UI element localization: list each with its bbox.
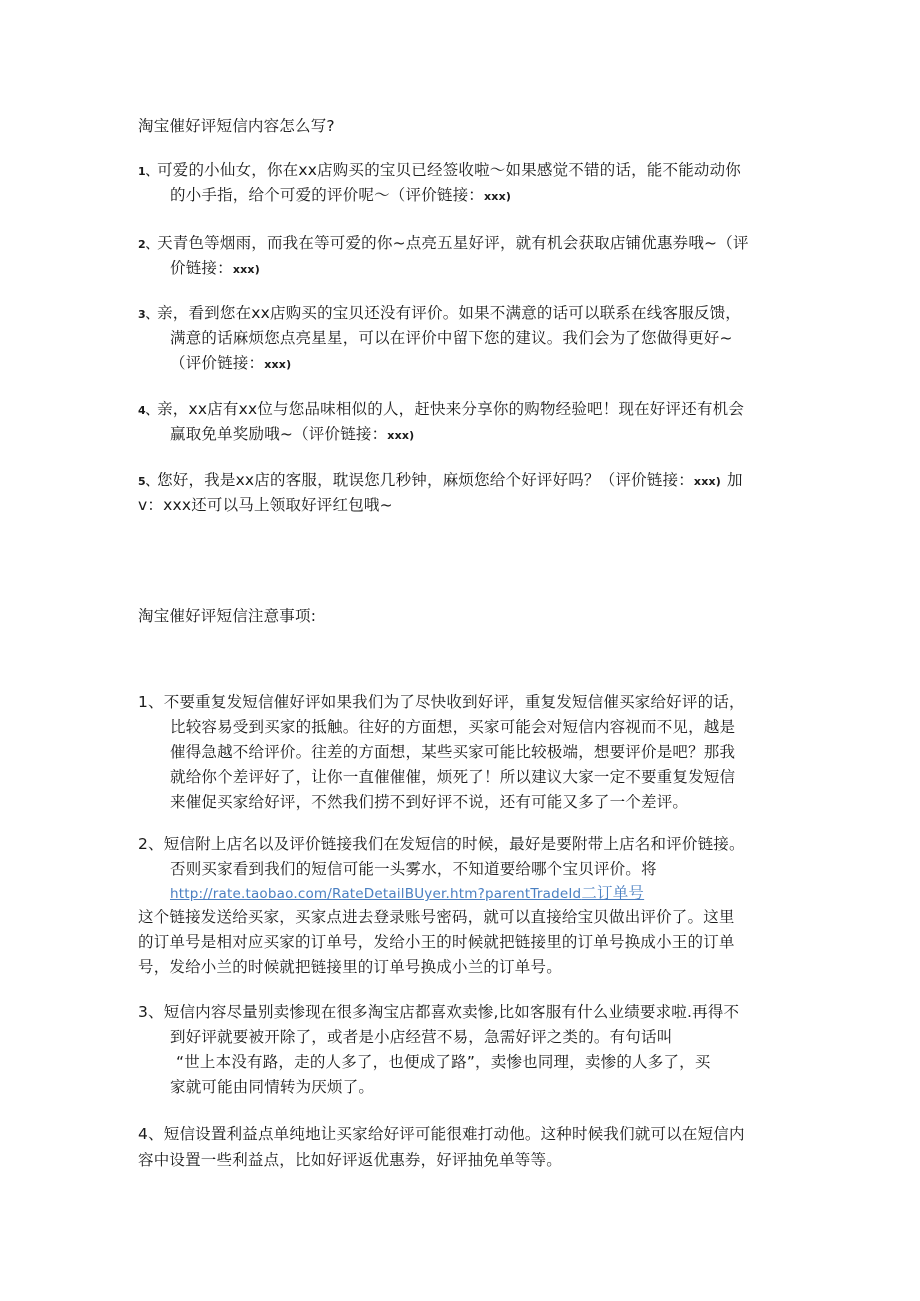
list-item — [138, 690, 745, 714]
list-item-line: v：xxx还可以马上领取好评红包哦~ — [138, 496, 393, 514]
list-item-line: 催得急越不给评价。往差的方面想，某些买家可能比较极端，想要评价是吧？那我 — [170, 743, 736, 761]
link-placeholder: xxx) — [264, 358, 292, 371]
item-number: 3、 — [138, 308, 158, 321]
item-text: 天青色等烟雨，而我在等可爱的你~点亮五星好评，就有机会获取店铺优惠券哦~（评 — [157, 234, 749, 252]
item-text: 可爱的小仙女，你在xx店购买的宝贝已经签收啦〜如果感觉不错的话，能不能动动你 — [157, 161, 742, 179]
link-placeholder: xxx) — [484, 190, 512, 203]
section-title-how-to-write: 淘宝催好评短信内容怎么写? — [138, 117, 335, 135]
item-text: 您好，我是xx店的客服，耽误您几秒钟，麻烦您给个好评好吗？（评价链接： — [157, 471, 694, 489]
rate-link[interactable] — [170, 881, 644, 906]
item-text: 短信附上店名以及评价链接我们在发短信的时候，最好是要附带上店名和评价链接。 — [163, 835, 745, 853]
list-item-line: 否则买家看到我们的短信可能一头雾水，不知道要给哪个宝贝评价。将 — [170, 860, 657, 878]
item-number: 4、 — [138, 1125, 164, 1143]
list-item-line: 的订单号是相对应买家的订单号，发给小王的时候就把链接里的订单号换成小王的订单 — [138, 933, 735, 951]
item-text: （评价链接： — [170, 354, 265, 372]
item-text: 加 — [727, 471, 743, 489]
item-number: 1、 — [138, 165, 158, 178]
section-title-notes: 淘宝催好评短信注意事项: — [138, 607, 317, 625]
list-item-line: 家就可能由同情转为厌烦了。 — [170, 1078, 375, 1096]
list-item-line: 号，发给小兰的时候就把链接里的订单号换成小兰的订单号。 — [138, 958, 562, 976]
list-item-line — [170, 351, 291, 377]
rate-link-suffix[interactable]: 二订单号 — [581, 884, 645, 902]
item-number: 5、 — [138, 475, 158, 488]
list-item-line — [170, 183, 511, 209]
item-text: 亲，看到您在xx店购买的宝贝还没有评价。如果不满意的话可以联系在线客服反馈， — [157, 304, 742, 322]
list-item — [138, 231, 749, 257]
link-placeholder: xxx) — [387, 429, 415, 442]
item-text: 价链接： — [170, 259, 233, 277]
item-number: 4、 — [138, 404, 158, 417]
list-item-line: “世上本没有路，走的人多了，也便成了路”，卖惨也同理，卖惨的人多了，买 — [176, 1053, 711, 1071]
list-item — [138, 158, 741, 184]
list-item-line: 容中设置一些利益点，比如好评返优惠券，好评抽免单等等。 — [138, 1151, 562, 1169]
link-placeholder: xxx) — [693, 475, 722, 488]
list-item — [138, 468, 743, 494]
list-item-line: 满意的话麻烦您点亮星星，可以在评价中留下您的建议。我们会为了您做得更好~ — [170, 329, 733, 347]
list-item-line: 到好评就要被开除了，或者是小店经营不易，急需好评之类的。有句话叫 — [170, 1028, 673, 1046]
list-item — [138, 301, 741, 327]
list-item — [138, 832, 745, 856]
list-item-line: 就给你个差评好了，让你一直催催催，烦死了！所以建议大家一定不要重复发短信 — [170, 768, 736, 786]
rate-link-url[interactable]: http://rate.taobao.com/RateDetailBUyer.htm?parentTradeId — [170, 886, 582, 902]
list-item — [138, 397, 744, 423]
list-item-line: 比较容易受到买家的抵触。往好的方面想，买家可能会对短信内容视而不见，越是 — [170, 718, 736, 736]
item-number: 2、 — [138, 835, 164, 853]
item-text: 短信内容尽量别卖惨现在很多淘宝店都喜欢卖惨,比如客服有什么业绩要求啦.再得不 — [163, 1003, 740, 1021]
list-item — [138, 1000, 739, 1024]
list-item-line — [170, 256, 260, 282]
item-text: 的小手指，给个可爱的评价呢〜（评价链接： — [170, 186, 485, 204]
list-item — [138, 1122, 745, 1146]
list-item-line: 这个链接发送给买家，买家点进去登录账号密码，就可以直接给宝贝做出评价了。这里 — [138, 908, 735, 926]
list-item-line — [170, 422, 414, 448]
item-text: 短信设置利益点单纯地让买家给好评可能很难打动他。这种时候我们就可以在短信内 — [163, 1125, 745, 1143]
item-text: 亲，xx店有xx位与您品味相似的人，赶快来分享你的购物经验吧！现在好评还有机会 — [157, 400, 745, 418]
item-number: 2、 — [138, 238, 158, 251]
link-placeholder: xxx) — [232, 263, 260, 276]
item-number: 1、 — [138, 693, 164, 711]
item-number: 3、 — [138, 1003, 164, 1021]
item-text: 不要重复发短信催好评如果我们为了尽快收到好评，重复发短信催买家给好评的话， — [163, 693, 745, 711]
list-item-line: 来催促买家给好评，不然我们捞不到好评不说，还有可能又多了一个差评。 — [170, 793, 689, 811]
item-text: 赢取免单奖励哦~（评价链接： — [170, 425, 388, 443]
